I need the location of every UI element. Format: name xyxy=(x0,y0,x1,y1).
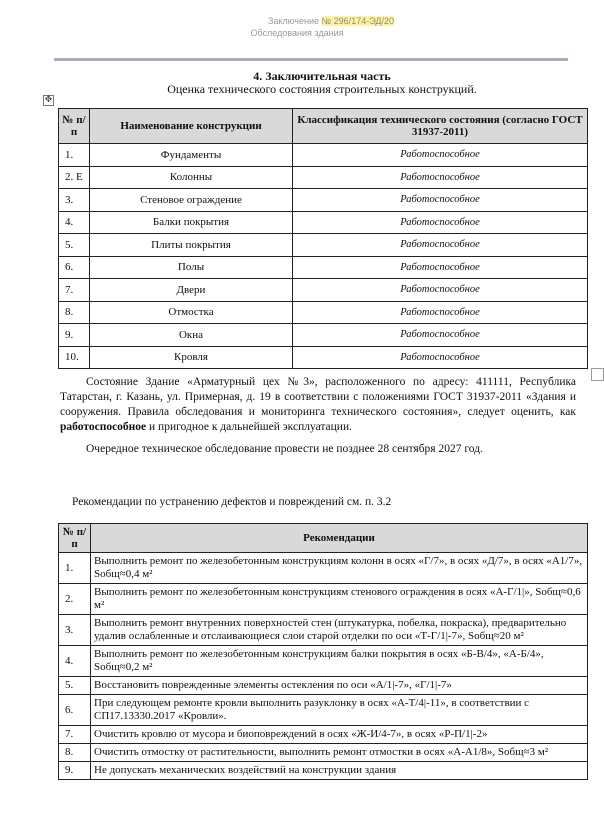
table-row xyxy=(59,279,588,302)
row-num: 3. xyxy=(59,615,91,646)
row-recommendation: Очистить кровлю от мусора и биоповреждений в осях «Ж-И/4-7», в осях «Р-П/1|-2» xyxy=(91,726,588,744)
row-recommendation: Очистить отмостку от растительности, выполнить ремонт отмостки в осях «А-А1/8», Sобщ≈3 м² xyxy=(91,744,588,762)
col-name-header: Наименование конструкции xyxy=(90,109,293,144)
row-recommendation: Выполнить ремонт по железобетонным конструкциям балки покрытия в осях «Б-В/4», «А-Б/4», Sобщ≈0,2 м² xyxy=(91,646,588,677)
row-class: Работоспособное xyxy=(293,324,588,347)
table-row xyxy=(59,646,588,677)
header-prefix: Заключение xyxy=(268,16,319,26)
row-num: 3. xyxy=(59,189,90,212)
row-class: Работоспособное xyxy=(293,166,588,189)
row-num: 8. xyxy=(59,301,90,324)
recommendations-table xyxy=(58,523,588,780)
row-class: Работоспособное xyxy=(293,256,588,279)
row-name: Фундаменты xyxy=(90,144,293,167)
row-num: 10. xyxy=(59,346,90,369)
col-num-header: № п/п xyxy=(59,524,91,553)
row-num: 8. xyxy=(59,744,91,762)
row-num: 1. xyxy=(59,553,91,584)
row-class: Работоспособное xyxy=(293,234,588,257)
row-num: 4. xyxy=(59,211,90,234)
row-num: 9. xyxy=(59,762,91,780)
table-row xyxy=(59,726,588,744)
section-title: 4. Заключительная часть xyxy=(253,69,391,83)
row-num: 2. xyxy=(59,584,91,615)
row-class: Работоспособное xyxy=(293,189,588,212)
row-num: 1. xyxy=(59,144,90,167)
row-num: 6. xyxy=(59,256,90,279)
table-row xyxy=(59,744,588,762)
table-row xyxy=(59,211,588,234)
assessment-paragraph xyxy=(60,375,576,435)
row-num: 9. xyxy=(59,324,90,347)
row-name: Колонны xyxy=(90,166,293,189)
row-class: Работоспособное xyxy=(293,279,588,302)
section-subtitle: Оценка технического состояния строительных конструкций. xyxy=(167,82,477,96)
row-name: Балки покрытия xyxy=(90,211,293,234)
row-recommendation: Не допускать механических воздействий на конструкции здания xyxy=(91,762,588,780)
row-recommendation: Восстановить поврежденные элементы остекления по оси «А/1|-7», «Г/1|-7» xyxy=(91,677,588,695)
row-num: 4. xyxy=(59,646,91,677)
recommendations-heading: Рекомендации по устранению дефектов и повреждений см. п. 3.2 xyxy=(72,496,392,508)
assessment-status: работоспособное xyxy=(60,421,147,433)
row-num: 6. xyxy=(59,695,91,726)
row-class: Работоспособное xyxy=(293,301,588,324)
assessment-text-after: и пригодное к дальнейшей эксплуатации. xyxy=(146,421,352,433)
row-num: 7. xyxy=(59,726,91,744)
row-num: 5. xyxy=(59,234,90,257)
row-name: Отмостка xyxy=(90,301,293,324)
table-move-handle-icon[interactable]: ✥ xyxy=(44,95,53,105)
table-row xyxy=(59,615,588,646)
table-row xyxy=(59,256,588,279)
next-inspection-paragraph: Очередное техническое обследование провести не позднее 28 сентября 2027 год. xyxy=(86,443,483,455)
page-header xyxy=(0,15,604,39)
table-row xyxy=(59,301,588,324)
row-recommendation: При следующем ремонте кровли выполнить разуклонку в осях «А-Т/4|-11», в соответствии с СП17.13330.2017 «Кровли». xyxy=(91,695,588,726)
table-row xyxy=(59,189,588,212)
assessment-text-before: Состояние Здание «Арматурный цех №3», расположенного по адресу: 411111, Республика Татарстан, г. Казань, ул. Примерная, д. 19 в соответствии с положениями ГОСТ 31937-2011 «Здания и сооружения. Правила обследования и мониторинга технического состояния», следует оценить, как xyxy=(60,376,576,418)
table-row xyxy=(59,584,588,615)
table-row xyxy=(59,346,588,369)
row-num: 7. xyxy=(59,279,90,302)
row-name: Полы xyxy=(90,256,293,279)
row-recommendation: Выполнить ремонт по железобетонным конструкциям стенового ограждения в осях «А-Г/1|», Sобщ≈0,6 м² xyxy=(91,584,588,615)
row-name: Окна xyxy=(90,324,293,347)
row-class: Работоспособное xyxy=(293,211,588,234)
table-row xyxy=(59,166,588,189)
col-num-header: № п/п xyxy=(59,109,90,144)
row-num: 2. Е xyxy=(59,166,90,189)
row-num: 5. xyxy=(59,677,91,695)
table-row xyxy=(59,553,588,584)
condition-table xyxy=(58,108,588,369)
table-row xyxy=(59,324,588,347)
row-name: Стеновое ограждение xyxy=(90,189,293,212)
conclusion-number: № 296/174-ЭД/20 xyxy=(321,16,394,26)
row-name: Кровля xyxy=(90,346,293,369)
header-subtitle: Обследования здания xyxy=(250,28,344,38)
table-header-row xyxy=(59,109,588,144)
table-resize-handle-icon[interactable] xyxy=(591,368,604,381)
table-row xyxy=(59,144,588,167)
col-rec-header: Рекомендации xyxy=(91,524,588,553)
row-name: Плиты покрытия xyxy=(90,234,293,257)
table-row xyxy=(59,234,588,257)
row-recommendation: Выполнить ремонт по железобетонным конструкциям колонн в осях «Г/7», в осях «Д/7», в осях «А1/7», Sобщ≈0,4 м² xyxy=(91,553,588,584)
table-row xyxy=(59,762,588,780)
table-row xyxy=(59,695,588,726)
table-header-row xyxy=(59,524,588,553)
col-class-header: Классификация технического состояния (согласно ГОСТ 31937-2011) xyxy=(293,109,588,144)
row-name: Двери xyxy=(90,279,293,302)
header-divider xyxy=(54,58,568,61)
row-recommendation: Выполнить ремонт внутренних поверхностей стен (штукатурка, побелка, покраска), предварительно удалив ослабленные и отслаивающиеся слои старой отделки по оси «Т-Г/1|-7», Sобщ≈20 м² xyxy=(91,615,588,646)
row-class: Работоспособное xyxy=(293,144,588,167)
row-class: Работоспособное xyxy=(293,346,588,369)
table-row xyxy=(59,677,588,695)
